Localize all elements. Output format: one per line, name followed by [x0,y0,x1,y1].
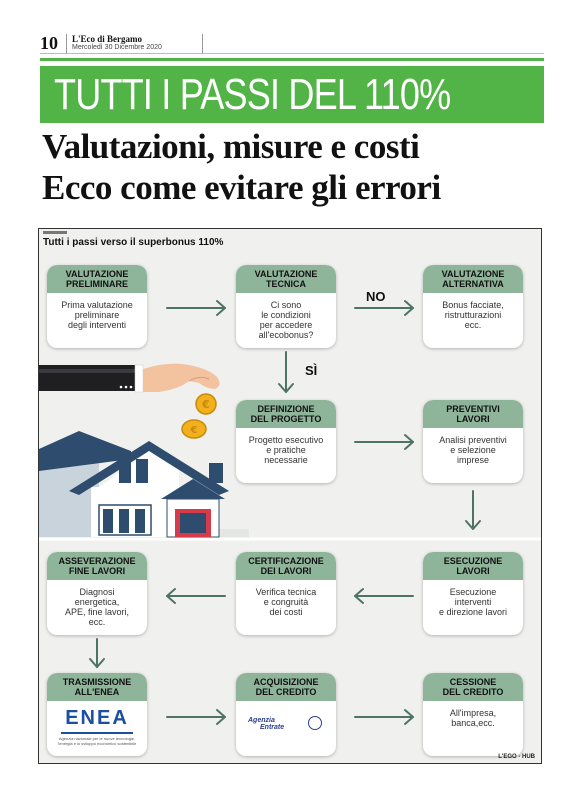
step-title: VALUTAZIONE [254,269,318,279]
infographic-title: Tutti i passi verso il superbonus 110% [43,237,224,248]
article-headline [42,126,552,208]
step-title: DEL CREDITO [442,687,504,697]
step-text: Esecuzione interventi e direzione lavori [438,587,508,617]
issue-date: Mercoledì 30 Dicembre 2020 [72,44,162,51]
arrow-right-icon [355,710,413,724]
arrow-down-icon [279,352,293,392]
enea-logo-subtitle: l'energia e lo sviluppo economico sostenibile [57,741,137,746]
step-text: Diagnosi energetica, APE, fine lavori, ecc. [64,587,130,627]
arrow-right-icon [167,710,225,724]
step-text: Ci sono le condizioni per accedere all'ecobonus? [258,300,314,340]
label-si: SÌ [305,363,318,378]
step-title: VALUTAZIONE [65,269,129,279]
step-title: TECNICA [266,279,306,289]
step-title: DEI LAVORI [260,566,312,576]
step-title: ALTERNATIVA [442,279,504,289]
step-text: Prima valutazione preliminare degli interventi [61,300,133,330]
step-text: Verifica tecnica e congruità dei costi [255,587,317,617]
page-header [40,32,544,54]
headline-line-1: Valutazioni, misure e costi [42,127,420,166]
step-title: ASSEVERAZIONE [58,556,136,566]
infographic [38,228,542,764]
newspaper-name: L'Eco di Bergamo [72,34,142,44]
step-text: Bonus facciate, ristrutturazioni ecc. [442,300,504,330]
step-title: PREVENTIVI [446,404,500,414]
agenzia-logo-line-2: Entrate [260,724,285,731]
step-title: ESECUZIONE [443,556,503,566]
step-title: LAVORI [456,414,490,424]
step-title: ACQUISIZIONE [253,677,319,687]
label-no: NO [366,289,386,304]
section-banner [40,66,544,123]
graphic-credit: L'EGO - HUB [498,754,535,760]
step-title: CESSIONE [449,677,497,687]
arrow-down-icon [466,491,480,529]
step-title: PRELIMINARE [65,279,128,289]
page-number: 10 [40,33,58,53]
step-title: DEFINIZIONE [257,404,315,414]
agenzia-logo-line-1: Agenzia [248,717,275,724]
arrow-left-icon [355,589,413,603]
section-rule [40,58,544,61]
enea-logo-subtitle: Agenzia nazionale per le nuove tecnologie, [58,736,136,741]
header-divider [66,34,67,53]
enea-logo-word: ENEA [65,707,129,729]
step-title: LAVORI [456,566,490,576]
step-title: VALUTAZIONE [441,269,505,279]
arrow-right-icon [355,435,413,449]
step-title: DEL CREDITO [255,687,317,697]
svg-text:€: € [190,425,198,436]
flow-arrows [39,229,542,764]
headline-line-2: Ecco come evitare gli errori [42,168,441,207]
step-title: FINE LAVORI [68,566,126,576]
step-title: ALL'ENEA [74,687,120,697]
step-title: CERTIFICAZIONE [248,556,324,566]
step-text: All'impresa, banca,ecc. [449,708,497,728]
header-divider-right [202,34,203,53]
step-title: TRASMISSIONE [62,677,132,687]
step-text: Analisi preventivi e selezione imprese [439,435,507,465]
step-text: Progetto esecutivo e pratiche necessarie [248,435,324,465]
arrow-right-icon [167,301,225,315]
banner-text: TUTTI I PASSI DEL 110% [54,70,451,119]
arrow-left-icon [167,589,225,603]
arrow-down-icon [90,639,104,667]
svg-text:€: € [202,398,210,411]
step-title: DEL PROGETTO [250,414,322,424]
